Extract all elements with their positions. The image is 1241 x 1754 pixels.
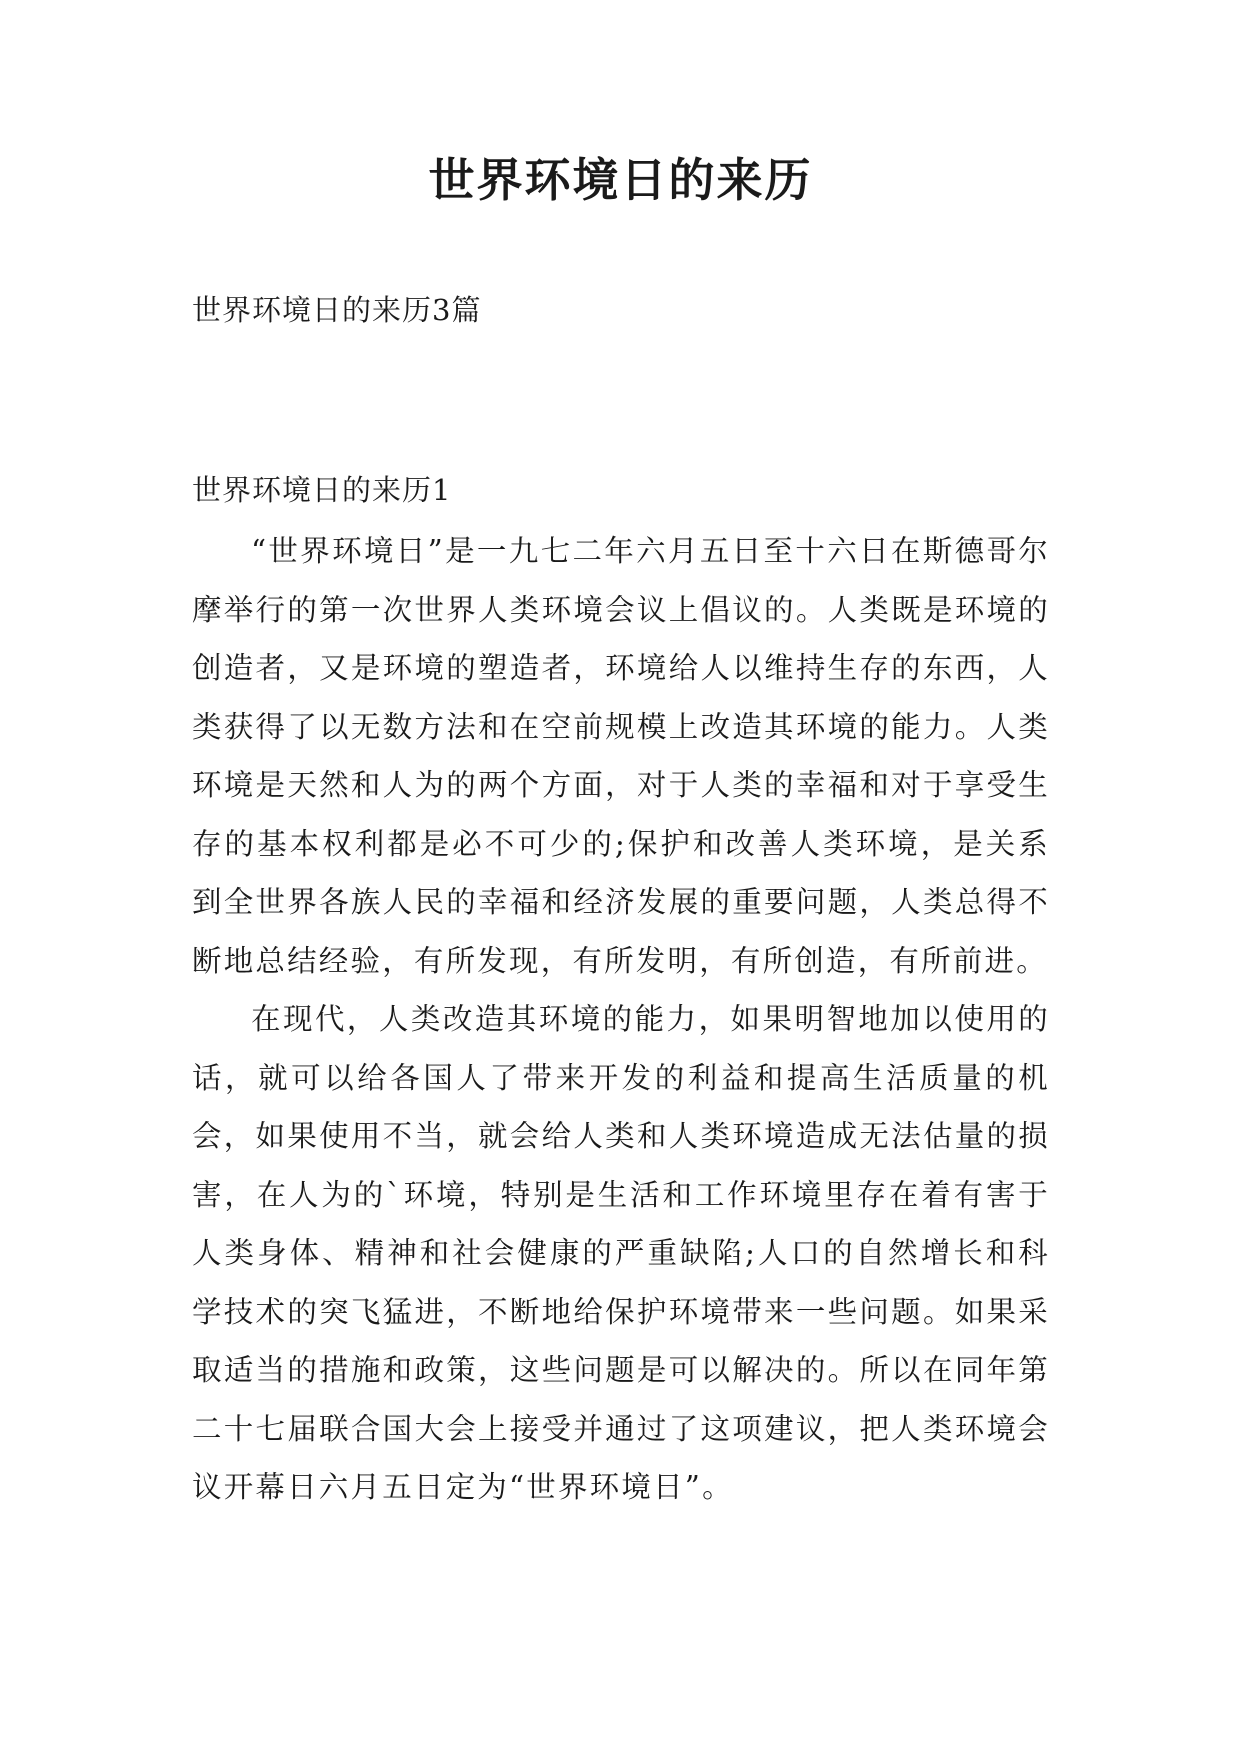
- document-body: [192, 522, 1050, 1517]
- paragraph: “世界环境日”是一九七二年六月五日至十六日在斯德哥尔摩举行的第一次世界人类环境会议上倡议的。人类既是环境的创造者，又是环境的塑造者，环境给人以维持生存的东西，人类获得了以无数方法和在空前规模上改造其环境的能力。人类环境是天然和人为的两个方面，对于人类的幸福和对于享受生存的基本权利都是必不可少的;保护和改善人类环境，是关系到全世界各族人民的幸福和经济发展的重要问题，人类总得不断地总结经验，有所发现，有所发明，有所创造，有所前进。: [192, 534, 1050, 978]
- paragraph: 在现代，人类改造其环境的能力，如果明智地加以使用的话，就可以给各国人了带来开发的利益和提高生活质量的机会，如果使用不当，就会给人类和人类环境造成无法估量的损害，在人为的`环境，特别是生活和工作环境里存在着有害于人类身体、精神和社会健康的严重缺陷;人口的自然增长和科学技术的突飞猛进，不断地给保护环境带来一些问题。如果采取适当的措施和政策，这些问题是可以解决的。所以在同年第二十七届联合国大会上接受并通过了这项建议，把人类环境会议开幕日六月五日定为“世界环境日”。: [192, 1002, 1050, 1504]
- section-heading: 世界环境日的来历1: [192, 473, 452, 507]
- document-title: 世界环境日的来历: [428, 153, 813, 207]
- document-subtitle: 世界环境日的来历3篇: [192, 293, 482, 327]
